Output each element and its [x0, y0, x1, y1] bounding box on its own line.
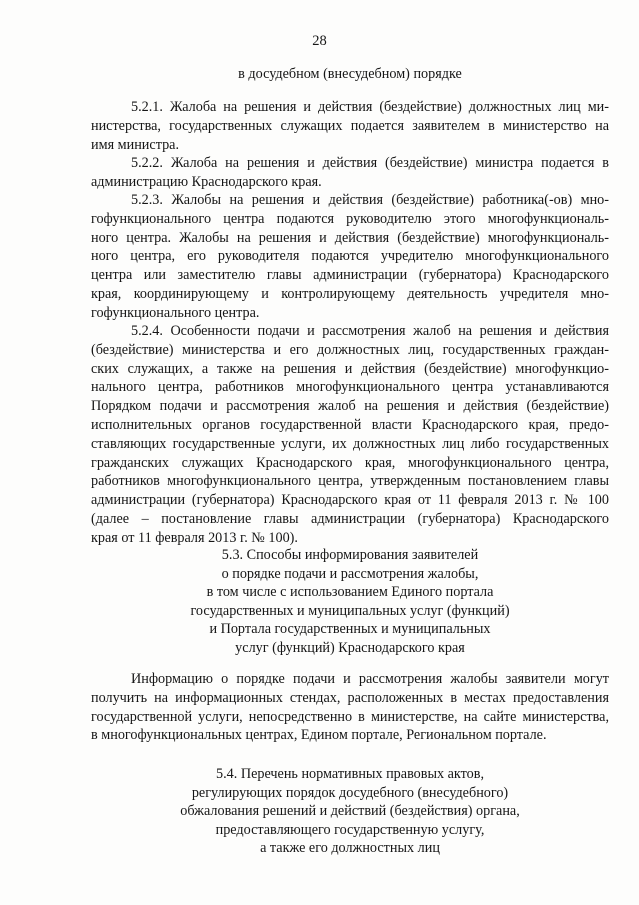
paragraph-line: края от 11 февраля 2013 г. № 100).: [91, 529, 298, 546]
paragraph-line: работников многофункционального центра, утвержденным постановлением главы: [91, 473, 609, 490]
paragraph-5-2-3: [91, 191, 609, 323]
section-5-4-heading: [91, 765, 609, 858]
paragraph-line: ставляющих государственные услуги, их должностных лиц либо государственных: [91, 435, 609, 452]
paragraph-line: в многофункциональных центрах, Едином портале, Региональном портале.: [91, 727, 547, 744]
heading-line: а также его должностных лиц: [260, 840, 440, 857]
heading-line: в досудебном (внесудебном) порядке: [238, 66, 462, 82]
paragraph-line: 5.2.2. Жалоба на решения и действия (бездействие) министра подается в: [131, 155, 609, 171]
paragraph-line: ного центра. Жалобы на решения и действия (бездействие) многофункциональ-: [91, 229, 609, 246]
paragraph-line: Порядком подачи и рассмотрения жалоб на решения и действия (бездействие): [91, 398, 609, 415]
paragraph-line: 5.2.4. Особенности подачи и рассмотрения жалоб на решения и действия: [131, 323, 609, 339]
paragraph-line: исполнительных органов государственной власти Краснодарского края, предо-: [91, 416, 609, 433]
paragraph-line: администрации (губернатора) Краснодарского края от 11 февраля 2013 г. № 100: [91, 492, 609, 509]
paragraph-line: (бездействие) министерства и его должностных лиц, государственных граждан-: [91, 341, 609, 358]
heading-line: о порядке подачи и рассмотрения жалобы,: [221, 565, 479, 582]
paragraph-line: 5.2.3. Жалобы на решения и действия (бездействие) работника(-ов) мно-: [131, 192, 609, 208]
paragraph-line: нального центра, работников многофункционального центра устанавливаются: [91, 379, 609, 396]
paragraph-line: получить на информационных стендах, расположенных в местах предоставления: [91, 689, 609, 706]
page-number: 28: [312, 33, 327, 49]
paragraph-line: гофункционального центра подаются руководителю этого многофункциональ-: [91, 210, 609, 227]
heading-line: 5.4. Перечень нормативных правовых актов,: [216, 766, 484, 782]
paragraph-line: имя министра.: [91, 136, 180, 153]
heading-line: в том числе с использованием Единого портала: [206, 584, 494, 601]
heading-line: 5.3. Способы информирования заявителей: [221, 547, 479, 563]
heading-line: регулирующих порядок досудебного (внесудебного): [191, 784, 509, 801]
paragraph-line: Информацию о порядке подачи и рассмотрения жалобы заявители могут: [131, 671, 609, 687]
paragraph-line: ного центра, его руководителя подаются учредителю многофункционального: [91, 248, 609, 265]
paragraph-line: нистерства, государственных служащих подается заявителем в министерство на: [91, 117, 609, 134]
paragraph-line: (далее – постановление главы администрации (губернатора) Краснодарского: [91, 510, 609, 527]
paragraph-line: ских служащих, а также на решения и действия (бездействие) многофункцио-: [91, 360, 609, 377]
paragraph-line: края, координирующему и контролирующему деятельность учредителя мно-: [91, 285, 609, 302]
paragraph-5-2-2: [91, 154, 609, 192]
paragraph-5-2-1: [91, 98, 609, 154]
paragraph-line: 5.2.1. Жалоба на решения и действия (бездействие) должностных лиц ми-: [131, 99, 609, 115]
paragraph-line: государственной услуги, непосредственно в министерстве, на сайте министерства,: [91, 708, 609, 725]
paragraph-line: гофункционального центра.: [91, 304, 260, 321]
paragraph-line: гражданских служащих Краснодарского края, многофункционального центра,: [91, 454, 609, 471]
paragraph-5-2-4: [91, 322, 609, 548]
heading-line: услуг (функций) Краснодарского края: [235, 639, 465, 656]
section-5-3-heading: [91, 546, 609, 658]
paragraph-line: центра или заместителю главы администрации (губернатора) Краснодарского: [91, 267, 609, 284]
section-5-3-body: [91, 670, 609, 745]
heading-line: и Портала государственных и муниципальных: [209, 621, 491, 638]
heading-line: предоставляющего государственную услугу,: [215, 821, 485, 838]
heading-line: обжалования решений и действий (бездействия) органа,: [180, 803, 520, 820]
section-5-2-heading-continuation: [91, 65, 609, 84]
paragraph-line: администрацию Краснодарского края.: [91, 173, 322, 190]
heading-line: государственных и муниципальных услуг (функций): [190, 602, 510, 619]
